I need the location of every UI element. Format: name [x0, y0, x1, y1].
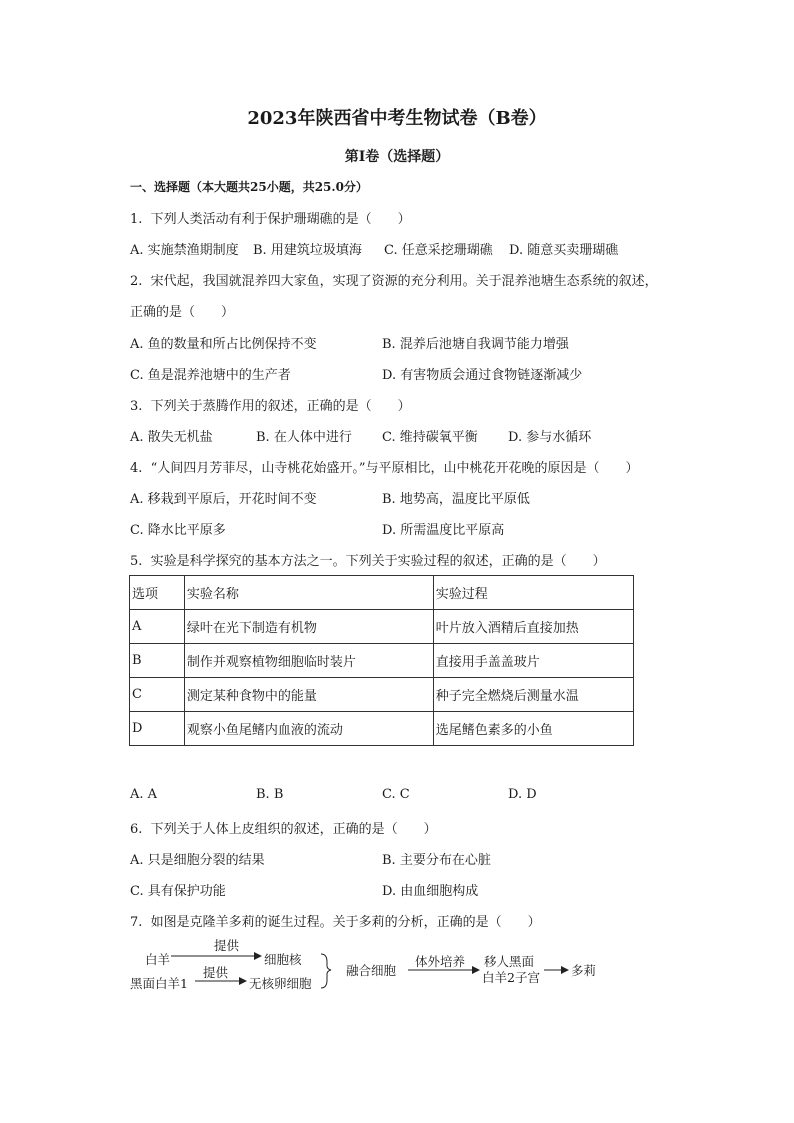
q6-option-c[interactable]: C. 具有保护功能	[130, 884, 226, 899]
q4-option-c[interactable]: C. 降水比平原多	[130, 523, 226, 538]
q4-option-b[interactable]: B. 地势高，温度比平原低	[382, 492, 530, 507]
q1-option-c[interactable]: C. 任意采挖珊瑚礁	[384, 243, 493, 258]
fused-cell-label: 融合细胞	[346, 963, 397, 978]
q3-option-d[interactable]: D. 参与水循环	[508, 430, 592, 445]
egg-label: 无核卵细胞	[249, 976, 312, 991]
question-stem: “人间四月芳菲尽，山寺桃花始盛开。”与平原相比，山中桃花开花晚的原因是（ ）	[150, 461, 639, 476]
question-1	[130, 208, 411, 227]
question-4	[130, 457, 638, 476]
q2-option-c[interactable]: C. 鱼是混养池塘中的生产者	[130, 368, 291, 383]
provide-label-1: 提供	[214, 938, 240, 953]
question-number: 4.	[130, 461, 143, 476]
q6-option-a[interactable]: A. 只是细胞分裂的结果	[130, 853, 265, 868]
black-sheep-1-label: 黑面白羊1	[130, 976, 188, 991]
question-stem: 下列人类活动有利于保护珊瑚礁的是（ ）	[150, 212, 411, 227]
q3-option-c[interactable]: C. 维持碳氧平衡	[382, 430, 478, 445]
table-row	[130, 644, 634, 678]
table-row	[130, 678, 634, 712]
question-3	[130, 395, 411, 414]
q4-option-d[interactable]: D. 所需温度比平原高	[382, 523, 505, 538]
table-row	[130, 712, 634, 746]
q2-option-d[interactable]: D. 有害物质会通过食物链逐渐减少	[382, 368, 583, 383]
question-7	[130, 911, 541, 930]
exam-title: 2023年陕西省中考生物试卷（B卷）	[247, 108, 547, 129]
question-stem: 宋代起，我国就混养四大家鱼，实现了资源的充分利用。关于混养池塘生态系统的叙述，	[150, 274, 658, 289]
table-cell: 种子完全燃烧后测量水温	[433, 678, 633, 712]
question-number: 2.	[130, 274, 143, 289]
table-cell: 测定某种食物中的能量	[184, 678, 433, 712]
question-number: 5.	[130, 554, 143, 569]
culture-label: 体外培养	[415, 954, 466, 969]
experiment-table	[129, 575, 634, 746]
table-cell: A	[130, 610, 185, 644]
question-5	[130, 550, 606, 569]
section-heading: 一、选择题（本大题共25小题，共25.0分）	[130, 180, 368, 194]
table-row	[130, 610, 634, 644]
q1-option-d[interactable]: D. 随意买卖珊瑚礁	[509, 243, 619, 258]
q6-option-b[interactable]: B. 主要分布在心脏	[382, 853, 491, 868]
q2-option-b[interactable]: B. 混养后池塘自我调节能力增强	[382, 337, 569, 352]
table-cell: 叶片放入酒精后直接加热	[433, 610, 633, 644]
table-cell: 观察小鱼尾鳍内血液的流动	[184, 712, 433, 746]
part-title: 第I卷（选择题）	[344, 149, 450, 165]
question-number: 3.	[130, 399, 143, 414]
question-2	[130, 270, 658, 289]
table-cell: D	[130, 712, 185, 746]
question-6	[130, 818, 437, 837]
table-cell: 制作并观察植物细胞临时装片	[184, 644, 433, 678]
implant-label-line2: 白羊2子宫	[482, 970, 540, 985]
q1-option-a[interactable]: A. 实施禁渔期制度	[130, 243, 239, 258]
nucleus-label: 细胞核	[264, 952, 302, 967]
q3-option-b[interactable]: B. 在人体中进行	[256, 430, 352, 445]
q2-option-a[interactable]: A. 鱼的数量和所占比例保持不变	[130, 337, 317, 352]
white-sheep-label: 白羊	[145, 952, 171, 967]
q5-option-a[interactable]: A. A	[130, 787, 158, 802]
q5-option-b[interactable]: B. B	[256, 787, 284, 802]
q6-option-d[interactable]: D. 由血细胞构成	[382, 884, 479, 899]
table-header-row	[130, 576, 634, 610]
table-cell: B	[130, 644, 185, 678]
table-header-cell: 实验过程	[433, 576, 633, 610]
q4-option-a[interactable]: A. 移栽到平原后，开花时间不变	[130, 492, 317, 507]
q5-option-c[interactable]: C. C	[382, 787, 410, 802]
question-number: 7.	[130, 915, 143, 930]
table-cell: 选尾鳍色素多的小鱼	[433, 712, 633, 746]
table-cell: 直接用手盖盖玻片	[433, 644, 633, 678]
question-number: 6.	[130, 822, 143, 837]
q3-option-a[interactable]: A. 散失无机盐	[130, 430, 213, 445]
question-stem: 下列关于人体上皮组织的叙述，正确的是（ ）	[150, 822, 437, 837]
question-2-continued: 正确的是（ ）	[130, 305, 235, 320]
provide-label-2: 提供	[203, 965, 229, 980]
q5-option-d[interactable]: D. D	[508, 787, 537, 802]
table-cell: 绿叶在光下制造有机物	[184, 610, 433, 644]
implant-label-line1: 移人黑面	[484, 954, 535, 969]
question-stem: 如图是克隆羊多莉的诞生过程。关于多莉的分析，正确的是（ ）	[150, 915, 541, 930]
merge-brace	[321, 954, 331, 988]
question-stem: 下列关于蒸腾作用的叙述，正确的是（ ）	[150, 399, 411, 414]
q1-option-b[interactable]: B. 用建筑垃圾填海	[253, 243, 362, 258]
table-header-cell: 选项	[130, 576, 185, 610]
table-cell: C	[130, 678, 185, 712]
dolly-label: 多莉	[571, 963, 597, 978]
table-header-cell: 实验名称	[184, 576, 433, 610]
question-stem: 实验是科学探究的基本方法之一。下列关于实验过程的叙述，正确的是（ ）	[150, 554, 606, 569]
question-number: 1.	[130, 212, 143, 227]
cloning-diagram	[125, 936, 615, 998]
